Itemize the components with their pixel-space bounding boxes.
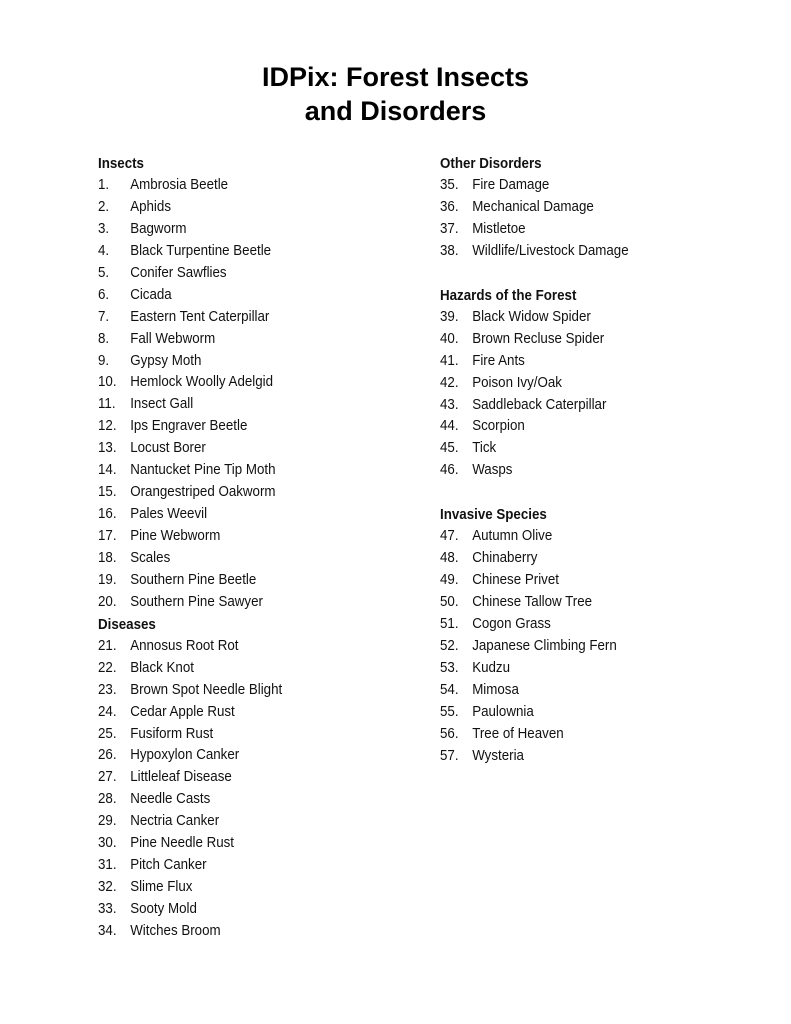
- list-item: [98, 789, 392, 811]
- item-name: Wildlife/Livestock Damage: [472, 242, 629, 259]
- list-item: [98, 263, 392, 285]
- item-name: Bagworm: [130, 220, 187, 237]
- list-item: [440, 241, 744, 263]
- item-number: 55.: [440, 703, 459, 720]
- diseases-list: [98, 636, 418, 943]
- item-name: Chinaberry: [472, 550, 538, 567]
- item-number: 46.: [440, 462, 459, 479]
- list-item: [440, 658, 744, 680]
- list-item: [98, 658, 392, 680]
- section-spacer: [440, 263, 770, 285]
- item-number: 8.: [98, 330, 110, 347]
- item-name: Scorpion: [472, 418, 525, 435]
- list-item: [98, 416, 392, 438]
- item-number: 5.: [98, 264, 110, 281]
- list-item: [440, 219, 744, 241]
- item-number: 56.: [440, 725, 459, 742]
- item-number: 17.: [98, 528, 117, 544]
- item-name: Southern Pine Beetle: [130, 571, 257, 588]
- list-item: [98, 570, 392, 592]
- item-name: Poison Ivy/Oak: [472, 374, 562, 391]
- list-item: [98, 482, 392, 504]
- list-item: [440, 373, 744, 395]
- item-name: Cedar Apple Rust: [130, 703, 235, 720]
- item-name: Brown Recluse Spider: [472, 330, 605, 347]
- list-item: [98, 526, 392, 548]
- list-item: [98, 372, 392, 394]
- item-name: Nectria Canker: [130, 813, 220, 830]
- section-heading-other-disorders: Other Disorders: [440, 156, 542, 172]
- invasive-section: [440, 504, 770, 767]
- section-spacer: [440, 482, 770, 504]
- item-number: 10.: [98, 374, 117, 391]
- item-name: Pine Webworm: [130, 528, 221, 544]
- title-line-1: IDPix: Forest Insects: [261, 62, 530, 92]
- other-disorders-section: [440, 153, 770, 263]
- list-item: [440, 614, 744, 636]
- item-number: 16.: [98, 506, 117, 523]
- item-name: Chinese Tallow Tree: [472, 594, 593, 611]
- item-name: Saddleback Caterpillar: [472, 396, 607, 413]
- item-name: Chinese Privet: [472, 572, 559, 589]
- item-name: Wysteria: [472, 747, 524, 764]
- list-item: [98, 855, 392, 877]
- item-number: 35.: [440, 177, 459, 193]
- list-item: [440, 351, 744, 373]
- list-item: [98, 504, 392, 526]
- item-name: Cogon Grass: [472, 616, 551, 632]
- list-item: [440, 570, 744, 592]
- list-item: [440, 416, 744, 438]
- list-item: [440, 592, 744, 614]
- page-title: [0, 60, 791, 128]
- item-name: Eastern Tent Caterpillar: [130, 308, 270, 325]
- item-number: 14.: [98, 462, 117, 479]
- list-item: [98, 592, 392, 614]
- item-number: 7.: [98, 308, 110, 325]
- item-number: 33.: [98, 901, 117, 917]
- item-number: 40.: [440, 330, 459, 347]
- item-number: 4.: [98, 242, 110, 259]
- item-number: 31.: [98, 857, 117, 874]
- list-item: [98, 811, 392, 833]
- list-item: [98, 307, 392, 329]
- title-line-2: and Disorders: [304, 96, 487, 126]
- item-number: 26.: [98, 747, 117, 764]
- list-item: [440, 460, 744, 482]
- list-item: [440, 197, 744, 219]
- item-number: 34.: [98, 922, 117, 939]
- item-name: Japanese Climbing Fern: [472, 637, 617, 654]
- list-item: [440, 636, 744, 658]
- list-item: [98, 702, 392, 724]
- right-column: [440, 153, 770, 768]
- item-number: 13.: [98, 440, 117, 457]
- item-name: Needle Casts: [130, 791, 211, 808]
- item-number: 2.: [98, 198, 110, 215]
- item-name: Ips Engraver Beetle: [130, 418, 248, 435]
- item-name: Slime Flux: [130, 879, 193, 896]
- item-name: Locust Borer: [130, 440, 206, 457]
- list-item: [98, 899, 392, 921]
- list-item: [440, 680, 744, 702]
- item-number: 19.: [98, 571, 117, 588]
- list-item: [440, 329, 744, 351]
- item-number: 11.: [98, 396, 116, 413]
- item-name: Hemlock Woolly Adelgid: [130, 374, 274, 391]
- item-number: 54.: [440, 681, 459, 698]
- diseases-section: [98, 614, 418, 943]
- item-name: Fall Webworm: [130, 330, 216, 347]
- item-name: Brown Spot Needle Blight: [130, 681, 283, 698]
- item-number: 43.: [440, 396, 459, 413]
- item-name: Fire Damage: [472, 177, 550, 193]
- item-name: Orangestriped Oakworm: [130, 484, 276, 501]
- list-item: [440, 702, 744, 724]
- item-name: Fusiform Rust: [130, 725, 214, 742]
- item-number: 29.: [98, 813, 117, 830]
- item-number: 22.: [98, 659, 117, 676]
- list-item: [98, 767, 392, 789]
- item-name: Nantucket Pine Tip Moth: [130, 462, 276, 479]
- item-name: Autumn Olive: [472, 528, 553, 545]
- list-item: [98, 351, 392, 373]
- item-number: 37.: [440, 220, 459, 237]
- invasive-list: [440, 526, 770, 767]
- item-name: Gypsy Moth: [130, 352, 202, 369]
- item-number: 23.: [98, 681, 117, 698]
- section-heading-diseases: Diseases: [98, 616, 156, 633]
- item-number: 47.: [440, 528, 459, 545]
- item-number: 48.: [440, 550, 459, 567]
- list-item: [98, 285, 392, 307]
- item-number: 52.: [440, 637, 459, 654]
- item-number: 12.: [98, 418, 117, 435]
- item-name: Fire Ants: [472, 352, 525, 369]
- item-number: 24.: [98, 703, 117, 720]
- item-name: Black Turpentine Beetle: [130, 242, 272, 259]
- item-name: Tick: [472, 440, 497, 457]
- item-name: Sooty Mold: [130, 901, 197, 917]
- list-item: [98, 680, 392, 702]
- left-column: [98, 153, 418, 943]
- item-number: 25.: [98, 725, 117, 742]
- list-item: [440, 526, 744, 548]
- item-number: 6.: [98, 286, 110, 303]
- item-name: Aphids: [130, 198, 171, 215]
- item-name: Pitch Canker: [130, 857, 207, 874]
- other-disorders-list: [440, 175, 770, 263]
- list-item: [440, 438, 744, 460]
- list-item: [440, 307, 744, 329]
- item-number: 9.: [98, 352, 110, 369]
- item-name: Mimosa: [472, 681, 519, 698]
- list-item: [98, 460, 392, 482]
- insects-list: [98, 175, 418, 614]
- item-number: 51.: [440, 616, 459, 632]
- item-number: 50.: [440, 594, 459, 611]
- item-name: Witches Broom: [130, 922, 221, 939]
- item-number: 18.: [98, 549, 117, 566]
- item-name: Conifer Sawflies: [130, 264, 227, 281]
- item-name: Annosus Root Rot: [130, 637, 239, 654]
- hazards-list: [440, 307, 770, 483]
- item-name: Ambrosia Beetle: [130, 177, 229, 193]
- item-number: 45.: [440, 440, 459, 457]
- item-name: Tree of Heaven: [472, 725, 564, 742]
- item-number: 42.: [440, 374, 459, 391]
- item-number: 44.: [440, 418, 459, 435]
- item-name: Mistletoe: [472, 220, 526, 237]
- item-name: Insect Gall: [130, 396, 194, 413]
- list-item: [98, 438, 392, 460]
- list-item: [98, 833, 392, 855]
- list-item: [98, 219, 392, 241]
- item-number: 49.: [440, 572, 459, 589]
- list-item: [440, 395, 744, 417]
- item-number: 28.: [98, 791, 117, 808]
- list-item: [440, 175, 744, 197]
- list-item: [98, 921, 392, 943]
- item-number: 41.: [440, 352, 459, 369]
- list-item: [440, 724, 744, 746]
- item-name: Black Widow Spider: [472, 308, 591, 325]
- item-number: 32.: [98, 879, 117, 896]
- section-heading-hazards: Hazards of the Forest: [440, 287, 577, 304]
- item-number: 15.: [98, 484, 117, 501]
- item-number: 38.: [440, 242, 459, 259]
- list-item: [98, 175, 392, 197]
- insects-section: [98, 153, 418, 614]
- item-name: Kudzu: [472, 659, 511, 676]
- list-item: [98, 241, 392, 263]
- item-name: Mechanical Damage: [472, 198, 594, 215]
- list-item: [98, 329, 392, 351]
- item-name: Cicada: [130, 286, 172, 303]
- item-number: 3.: [98, 220, 110, 237]
- item-name: Littleleaf Disease: [130, 769, 232, 786]
- list-item: [98, 548, 392, 570]
- item-name: Pales Weevil: [130, 506, 208, 523]
- list-item: [440, 548, 744, 570]
- list-item: [98, 636, 392, 658]
- item-number: 30.: [98, 835, 117, 852]
- item-number: 20.: [98, 593, 117, 610]
- list-item: [98, 745, 392, 767]
- item-name: Scales: [130, 549, 171, 566]
- item-number: 21.: [98, 637, 117, 654]
- list-item: [98, 724, 392, 746]
- item-name: Paulownia: [472, 703, 534, 720]
- item-name: Wasps: [472, 462, 513, 479]
- item-name: Pine Needle Rust: [130, 835, 235, 852]
- hazards-section: [440, 285, 770, 483]
- item-number: 57.: [440, 747, 459, 764]
- item-number: 27.: [98, 769, 117, 786]
- section-heading-invasive: Invasive Species: [440, 507, 547, 524]
- item-name: Black Knot: [130, 659, 194, 676]
- list-item: [440, 746, 744, 768]
- item-number: 36.: [440, 198, 459, 215]
- item-name: Hypoxylon Canker: [130, 747, 240, 764]
- list-item: [98, 877, 392, 899]
- item-number: 53.: [440, 659, 459, 676]
- item-number: 39.: [440, 308, 459, 325]
- list-item: [98, 197, 392, 219]
- item-number: 1.: [98, 177, 110, 193]
- section-heading-insects: Insects: [98, 156, 144, 172]
- item-name: Southern Pine Sawyer: [130, 593, 263, 610]
- list-item: [98, 394, 392, 416]
